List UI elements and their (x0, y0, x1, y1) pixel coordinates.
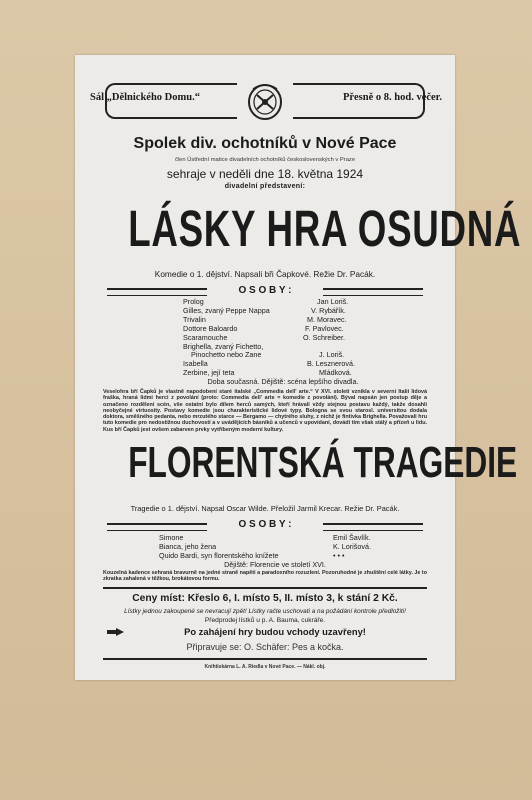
presale-note: Předprodej lístků u p. A. Bauma, cukráře. (204, 617, 326, 624)
cast-actor: B. Lesznerová. (307, 359, 355, 368)
tickets-note: Lístky jednou zakoupené se nevracují zpět! Lístky račte uschovati a na požádání kontrole předložiti! (124, 608, 406, 615)
printer-credit: Knihtiskárna L. A. Riedla v Nové Pace. — Nákl. obj. (204, 664, 326, 670)
play1-time-line: Doba současná. Dějiště: scéna lepšího divadla. (207, 377, 359, 386)
crest-emblem-icon (247, 81, 283, 121)
cast-actor: Jan Loriš. (317, 297, 349, 306)
cast-actor: K. Lorišová. (333, 542, 371, 551)
cast-actor: Emil Šavlík. (333, 533, 371, 542)
cast-role: Pinochetto nebo Zane (191, 350, 262, 359)
start-time-text: Přesně o 8. hod. večer. (342, 92, 442, 103)
cast-role: Prolog (183, 297, 204, 306)
poster-header (75, 81, 455, 121)
ticket-prices: Ceny míst: Křeslo 6, I. místo 5, II. místo 3, k stání 2 Kč. (132, 593, 398, 604)
upcoming-play: Připravuje se: O. Schäfer: Pes a kočka. (186, 642, 344, 652)
cast-role: Zerbine, její teta (183, 368, 235, 377)
cast-role: Gilles, zvaný Peppe Nappa (183, 306, 270, 315)
play1-credits: Komedie o 1. dějství. Napsali bři Čapkové. Režie Dr. Pacák. (154, 269, 376, 279)
play2-description: Kouzelná kadence sehraná bravurně na jedné straně napětí a paradoxního rozuzlení. Pozoruhodné je zhuštění celé látky. Je to zkratka zahalená v těžkou, brokátovou formu. (103, 570, 427, 583)
cast-role: Quido Bardi, syn florentského knížete (159, 551, 279, 560)
cast-role: Bianca, jeho žena (159, 542, 217, 551)
cast-actor: O. Schreiber. (303, 333, 345, 342)
play1-title: LÁSKY HRA OSUDNÁ (128, 200, 522, 257)
presents-line: divadelní představení: (224, 183, 306, 190)
cast-role: Scaramouche (183, 333, 228, 342)
cast-role: Brighella, zvaný Fichetto, (183, 342, 264, 351)
divider-line (103, 658, 427, 660)
play2-credits: Tragedie o 1. dějství. Napsal Oscar Wilde. Přeložil Jarmil Krecar. Režie Dr. Pacák. (130, 504, 400, 513)
cast-actor: M. Moravec. (307, 315, 347, 324)
doors-closed-notice: Po zahájení hry budou vchody uzavřeny! (184, 626, 366, 637)
play2-place-line: Dějiště: Florencie ve století XVI. (224, 560, 326, 569)
cast-role: Trivalin (183, 315, 206, 324)
cast-actor: F. Pavlovec. (305, 324, 344, 333)
cast-actor: V. Rybářík. (311, 306, 346, 315)
play1-cast-heading: O S O B Y : (238, 285, 292, 296)
play2-cast-heading: O S O B Y : (238, 519, 292, 530)
performance-date: sehraje v neděli dne 18. května 1924 (166, 167, 364, 181)
cast-actor: Mládková. (319, 368, 352, 377)
play2-title: FLORENTSKÁ TRAGEDIE (128, 438, 518, 487)
cast-role: Dottore Baloardo (183, 324, 238, 333)
cast-actor: • • • (333, 551, 345, 560)
divider-line (103, 587, 427, 589)
theatre-poster (75, 55, 522, 680)
organisation-subtitle: člen Ústřední matice divadelních ochotníků československých v Praze (174, 157, 356, 163)
cast-role: Simone (159, 533, 184, 542)
play1-description: Veselohra bří Čapků je vlastně napodobení staré italské „Commedia dell' arte.“ V XVI. století vznikla v severní Italii lidová fraška, hraná lidmi herci z povolání (proto: Commedia dell' arte = komedie z povolání). Býval napsán jen postup děje a označeno rozdělení scén, vše ostatní bylo dílem herců samých, kteří hrávali vždy stejnou postavu každý, takže dosahli neobyčejné virtuosity. Postavy komedie jsou charakteristické lidové typy. Bologna se svou starosl. universitou dodala doktora, směšného pedanta, nebo mrzutého starce — Bergamo — chytrého sluhy, z nichž je fintivka Brighella. Považovali hru tuto komedie pro nedostižnou duchovostí a v uvádějících básníků a učenců v upovídaní, dovádí tím však stálý a přízeň u lidu. Kus bří Čapků jest ovšem zabarven prvky vytříbeným moderní kultury. (103, 389, 427, 433)
organisation-title: Spolek div. ochotníků v Nové Pace (133, 135, 397, 152)
venue-text: Sál „Dělnického Domu.“ (90, 92, 200, 103)
cast-actor: J. Loriš. (319, 350, 345, 359)
cast-role: Isabella (183, 359, 208, 368)
